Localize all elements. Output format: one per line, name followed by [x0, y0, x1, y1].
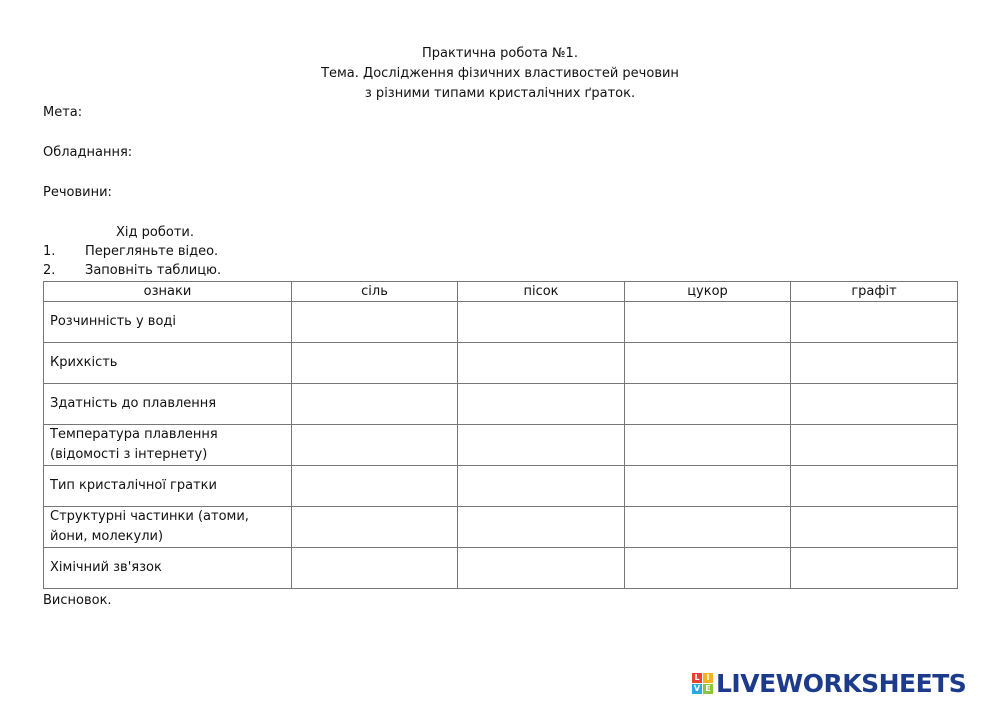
topic-line-continuation: з різними типами кристалічних ґраток.: [364, 86, 636, 101]
step-number: 1.: [43, 244, 56, 259]
answer-cell-graphite[interactable]: [791, 343, 958, 384]
row-label: [44, 425, 292, 466]
logo-mark-letter: E: [703, 684, 713, 694]
row-label-line: Тип кристалічної гратки: [50, 478, 217, 493]
equipment-label: Обладнання:: [43, 145, 133, 160]
row-label-line: Крихкість: [50, 355, 118, 370]
table-row: [44, 343, 958, 384]
answer-cell-salt[interactable]: [292, 302, 458, 343]
answer-cell-salt[interactable]: [292, 466, 458, 507]
answer-cell-sand[interactable]: [458, 384, 625, 425]
answer-cell-sand[interactable]: [458, 425, 625, 466]
answer-cell-sugar[interactable]: [625, 466, 791, 507]
row-label: [44, 302, 292, 343]
column-header-sugar: цукор: [625, 282, 791, 302]
substances-label: Речовини:: [43, 185, 112, 200]
column-header-sand: пісок: [458, 282, 625, 302]
answer-cell-sand[interactable]: [458, 302, 625, 343]
logo-mark-letter: V: [693, 683, 701, 693]
answer-cell-sand[interactable]: [458, 466, 625, 507]
step-number: 2.: [43, 263, 56, 278]
row-label-line: Структурні частинки (атоми,: [50, 509, 249, 524]
table-row: [44, 548, 958, 589]
table-row: [44, 466, 958, 507]
row-label: [44, 466, 292, 507]
step-1: [43, 243, 218, 261]
answer-cell-sand[interactable]: [458, 548, 625, 589]
answer-cell-sugar[interactable]: [625, 425, 791, 466]
logo-mark-letter: I: [703, 673, 713, 683]
step-text: Перегляньте відео.: [85, 244, 219, 259]
row-label: [44, 384, 292, 425]
table-row: [44, 384, 958, 425]
answer-cell-sugar[interactable]: [625, 384, 791, 425]
title-block: [0, 44, 1000, 104]
conclusion-label: Висновок.: [43, 593, 112, 608]
answer-cell-sugar[interactable]: [625, 548, 791, 589]
row-label-line: Розчинність у воді: [50, 314, 177, 329]
answer-cell-sand[interactable]: [458, 343, 625, 384]
table-row: [44, 507, 958, 548]
row-label-line: Температура плавлення: [50, 427, 218, 442]
goal-label: Мета:: [43, 105, 83, 120]
row-label-line: Здатність до плавлення: [50, 396, 217, 411]
answer-cell-graphite[interactable]: [791, 466, 958, 507]
table-row: [44, 302, 958, 343]
table-row: [44, 425, 958, 466]
answer-cell-sugar[interactable]: [625, 343, 791, 384]
answer-cell-sugar[interactable]: [625, 507, 791, 548]
row-label-line: йони, молекули): [50, 529, 164, 544]
answer-cell-sand[interactable]: [458, 507, 625, 548]
row-label: [44, 548, 292, 589]
work-title: Практична робота №1.: [422, 46, 578, 61]
properties-table: [43, 281, 958, 589]
answer-cell-graphite[interactable]: [791, 302, 958, 343]
answer-cell-graphite[interactable]: [791, 507, 958, 548]
answer-cell-salt[interactable]: [292, 425, 458, 466]
logo-mark-letter: L: [692, 673, 702, 683]
liveworksheets-logo: [692, 668, 966, 698]
answer-cell-graphite[interactable]: [791, 425, 958, 466]
column-header-graphite: графіт: [791, 282, 958, 302]
table-header-row: [44, 282, 958, 302]
row-label-line: (відомості з інтернету): [50, 447, 208, 462]
procedure-heading: Хід роботи.: [116, 225, 194, 240]
answer-cell-graphite[interactable]: [791, 548, 958, 589]
logo-text: LIVEWORKSHEETS: [716, 668, 967, 698]
answer-cell-salt[interactable]: [292, 548, 458, 589]
step-2: [43, 262, 221, 280]
answer-cell-salt[interactable]: [292, 343, 458, 384]
row-label: [44, 343, 292, 384]
step-text: Заповніть таблицю.: [85, 263, 222, 278]
topic-line: Тема. Дослідження фізичних властивостей речовин: [321, 66, 679, 81]
row-label: [44, 507, 292, 548]
answer-cell-graphite[interactable]: [791, 384, 958, 425]
answer-cell-salt[interactable]: [292, 507, 458, 548]
column-header-salt: сіль: [292, 282, 458, 302]
answer-cell-salt[interactable]: [292, 384, 458, 425]
answer-cell-sugar[interactable]: [625, 302, 791, 343]
column-header-properties: ознаки: [44, 282, 292, 302]
logo-mark-icon: [692, 673, 713, 694]
row-label-line: Хімічний зв'язок: [50, 560, 162, 575]
